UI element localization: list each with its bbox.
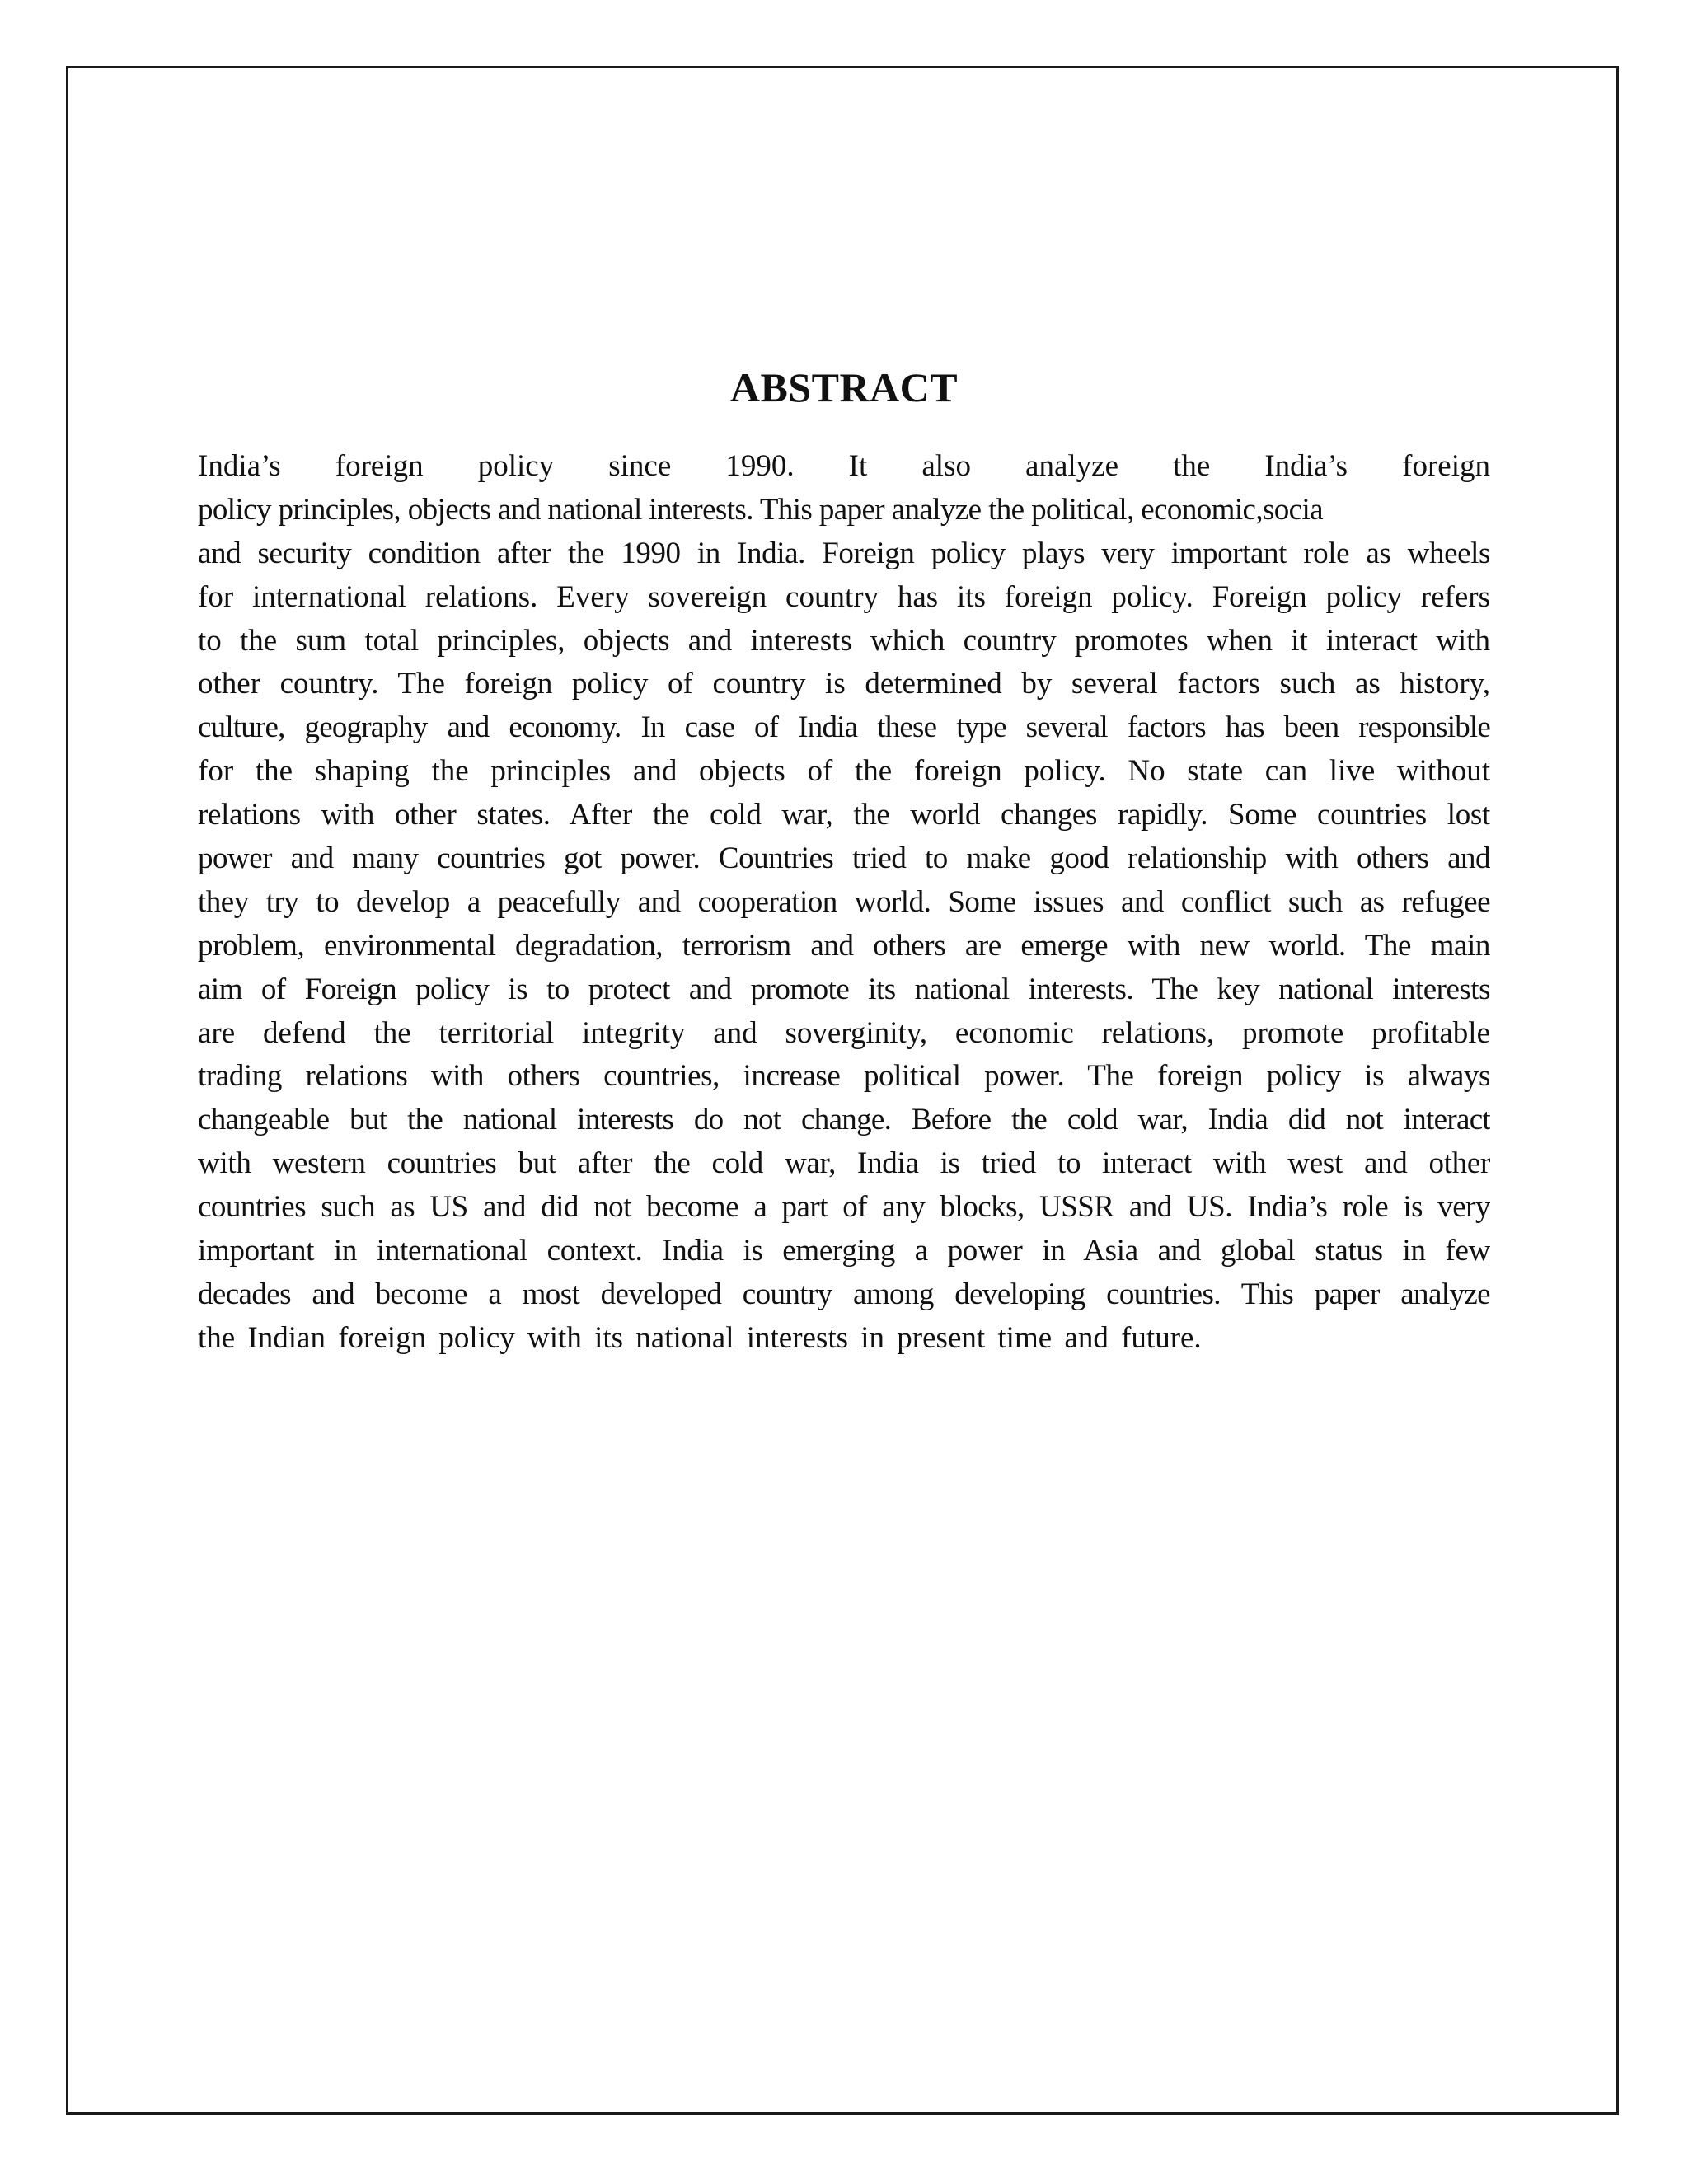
abstract-line: and security condition after the 1990 in India. Foreign policy plays very important role as wheels — [198, 536, 1490, 570]
abstract-line: to the sum total principles, objects and interests which country promotes when it interact with — [198, 623, 1490, 658]
abstract-line: for international relations. Every sovereign country has its foreign policy. Foreign policy refers — [198, 579, 1490, 614]
abstract-line: problem, environmental degradation, terrorism and others are emerge with new world. The main — [198, 928, 1490, 963]
abstract-line: the Indian foreign policy with its national interests in present time and future. — [198, 1320, 1202, 1355]
abstract-line: relations with other states. After the cold war, the world changes rapidly. Some countries lost — [198, 798, 1490, 832]
abstract-heading: ABSTRACT — [729, 364, 959, 410]
abstract-line: decades and become a most developed country among developing countries. This paper analyze — [198, 1277, 1490, 1311]
abstract-line: countries such as US and did not become a part of any blocks, USSR and US. India’s role is very — [198, 1190, 1490, 1225]
abstract-line: India’s foreign policy since 1990. It also analyze the India’s foreign — [198, 449, 1490, 483]
abstract-line: power and many countries got power. Countries tried to make good relationship with others and — [198, 841, 1490, 876]
abstract-line: are defend the territorial integrity and soverginity, economic relations, promote profitable — [198, 1015, 1490, 1050]
abstract-line: aim of Foreign policy is to protect and promote its national interests. The key national interests — [198, 972, 1490, 1006]
abstract-line: important in international context. India is emerging a power in Asia and global status in few — [198, 1234, 1490, 1268]
abstract-line: other country. The foreign policy of country is determined by several factors such as history, — [198, 667, 1490, 701]
abstract-line: culture, geography and economy. In case of India these type several factors has been responsible — [198, 710, 1490, 745]
abstract-line: with western countries but after the cold war, India is tried to interact with west and other — [198, 1146, 1490, 1181]
abstract-line: trading relations with others countries, increase political power. The foreign policy is always — [198, 1059, 1490, 1094]
abstract-line: policy principles, objects and national interests. This paper analyze the political, economic,socia — [198, 492, 1323, 527]
abstract-body — [198, 445, 1490, 1361]
abstract-line: changeable but the national interests do not change. Before the cold war, India did not interact — [198, 1103, 1490, 1137]
abstract-line: for the shaping the principles and objects of the foreign policy. No state can live without — [198, 754, 1490, 789]
abstract-line: they try to develop a peacefully and cooperation world. Some issues and conflict such as refugee — [198, 884, 1490, 919]
